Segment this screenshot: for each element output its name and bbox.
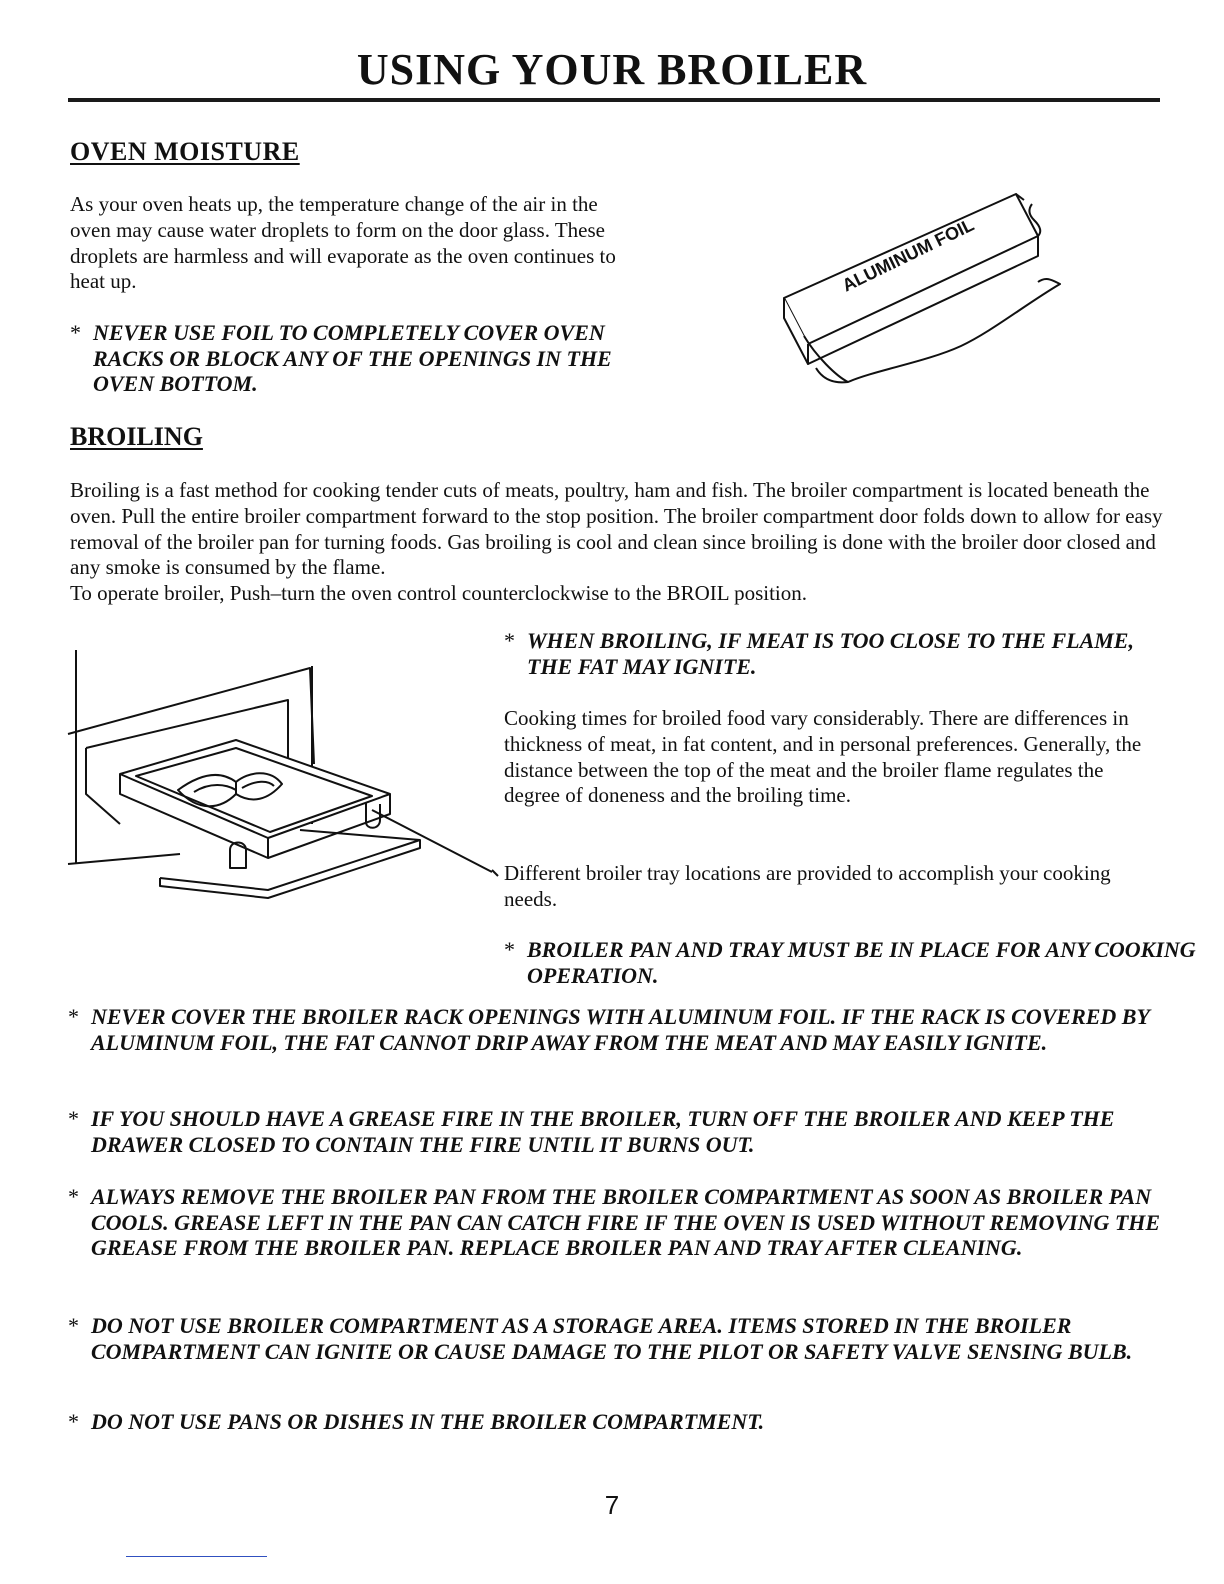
grease-fire-warning-text: IF YOU SHOULD HAVE A GREASE FIRE IN THE BROILER, TURN OFF THE BROILER AND KEEP THE DRAWER CLOSED TO CONTAIN THE FIRE UNTIL IT BURNS OUT.: [91, 1106, 1115, 1157]
tray-locations-paragraph: Different broiler tray locations are provided to accomplish your cooking needs.: [504, 861, 1111, 911]
rack-foil-warning: [68, 1004, 1191, 1055]
foil-box-label: ALUMINUM FOIL: [838, 214, 978, 296]
page-number: 7: [604, 1490, 620, 1520]
title-divider: [68, 98, 1160, 102]
broiling-paragraph-block: [70, 478, 1170, 607]
storage-warning-text: DO NOT USE BROILER COMPARTMENT AS A STORAGE AREA. ITEMS STORED IN THE BROILER COMPARTMENT CAN IGNITE OR CAUSE DAMAGE TO THE PILOT OR SAFETY VALVE SENSING BULB.: [91, 1313, 1133, 1364]
cooking-times-paragraph: Cooking times for broiled food vary considerably. There are differences in thickness of meat, in fat content, and in personal preferences. Generally, the distance between the top of the meat and the broiler flame regulates the degree of doneness and the broiling time.: [504, 706, 1142, 808]
footer-line: [126, 1556, 267, 1557]
pan-tray-warning: [504, 937, 1207, 988]
oven-moisture-heading: OVEN MOISTURE: [70, 137, 300, 166]
storage-warning: [68, 1313, 1191, 1364]
oven-moisture-paragraph: As your oven heats up, the temperature change of the air in the oven may cause water droplets to form on the door glass. These droplets are harmless and will evaporate as the oven continues to heat up.: [70, 192, 616, 294]
warning-bullet: *: [68, 1184, 79, 1209]
warning-bullet: *: [68, 1106, 79, 1131]
warning-bullet: *: [504, 937, 515, 962]
rack-foil-warning-text: NEVER COVER THE BROILER RACK OPENINGS WITH ALUMINUM FOIL. IF THE RACK IS COVERED BY ALUMINUM FOIL, THE FAT CANNOT DRIP AWAY FROM THE MEAT AND MAY EASILY IGNITE.: [91, 1004, 1150, 1055]
meat-too-close-warning: [504, 628, 1147, 679]
pans-dishes-warning-text: DO NOT USE PANS OR DISHES IN THE BROILER COMPARTMENT.: [91, 1409, 765, 1434]
broiler-drawer-illustration: [60, 644, 510, 904]
broiling-heading: BROILING: [70, 422, 203, 451]
pan-tray-warning-text: BROILER PAN AND TRAY MUST BE IN PLACE FOR ANY COOKING OPERATION.: [527, 937, 1196, 988]
warning-bullet: *: [68, 1409, 79, 1434]
warning-bullet: *: [68, 1004, 79, 1029]
broiling-paragraph: Broiling is a fast method for cooking tender cuts of meats, poultry, ham and fish. The broiler compartment is located beneath the oven. Pull the entire broiler compartment forward to the stop position. The broiler compartment door folds down to allow for easy removal of the broiler pan for turning foods. Gas broiling is cool and clean since broiling is done with the broiler door closed and any smoke is consumed by the flame.: [70, 478, 1163, 580]
warning-bullet: *: [70, 320, 81, 345]
remove-pan-warning-text: ALWAYS REMOVE THE BROILER PAN FROM THE BROILER COMPARTMENT AS SOON AS BROILER PAN COOLS. GREASE LEFT IN THE PAN CAN CATCH FIRE IF THE OVEN IS USED WITHOUT REMOVING THE GREASE FROM THE BROILER PAN. REPLACE BROILER PAN AND TRAY AFTER CLEANING.: [91, 1184, 1161, 1260]
remove-pan-warning: [68, 1184, 1191, 1261]
page-title: USING YOUR BROILER: [356, 45, 868, 94]
grease-fire-warning: [68, 1106, 1191, 1157]
foil-warning-text: NEVER USE FOIL TO COMPLETELY COVER OVEN RACKS OR BLOCK ANY OF THE OPENINGS IN THE OVEN BOTTOM.: [93, 320, 612, 396]
warning-bullet: *: [68, 1313, 79, 1338]
broiler-operation-text: To operate broiler, Push–turn the oven control counterclockwise to the BROIL position.: [70, 581, 807, 606]
pans-dishes-warning: [68, 1409, 1191, 1435]
aluminum-foil-illustration: [776, 186, 1076, 396]
foil-warning: [70, 320, 653, 397]
meat-too-close-warning-text: WHEN BROILING, IF MEAT IS TOO CLOSE TO THE FLAME, THE FAT MAY IGNITE.: [527, 628, 1134, 679]
warning-bullet: *: [504, 628, 515, 653]
